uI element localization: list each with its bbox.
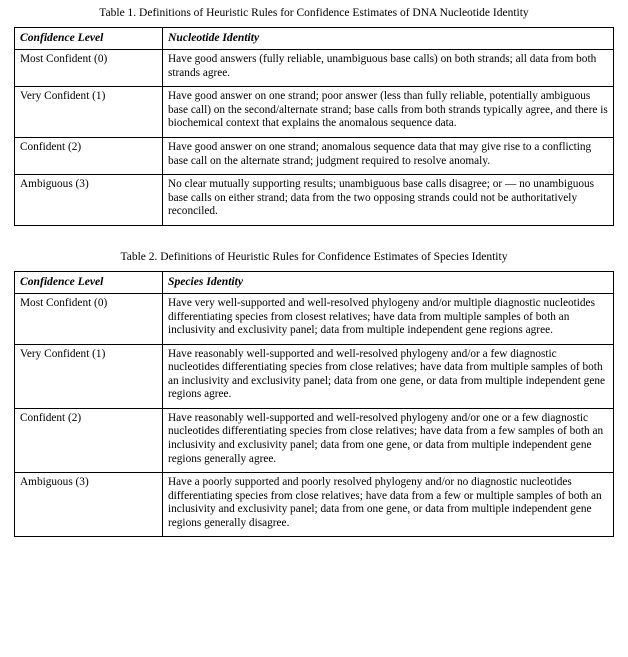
table1-caption: Table 1. Definitions of Heuristic Rules for Confidence Estimates of DNA Nucleotide Identity [99, 7, 529, 19]
table-1-heuristic-rules-nucleotide-identity [14, 27, 614, 225]
table-header-row [15, 272, 614, 294]
table-row [15, 50, 614, 87]
table2-body [15, 294, 614, 537]
table2-caption: Table 2. Definitions of Heuristic Rules for Confidence Estimates of Species Identity [120, 250, 508, 263]
table-row [15, 294, 614, 345]
table2-row1-definition: Have reasonably well-supported and well-resolved phylogeny and/or a few diagnostic nucleotides differentiating species from close relatives; have data from multiple samples of both an inclusivity and exclusivity panel; data from one gene, or data from multiple independent gene regions agree. [163, 344, 614, 408]
table2-header-species-identity: Species Identity [163, 272, 614, 294]
table1-row1-definition: Have good answer on one strand; poor answer (less than fully reliable, potentially ambiguous base call) on the second/alternate strand; base calls from both strands typically agree, and there is biochemical context that explains the anomalous sequence data. [163, 87, 614, 138]
table1-row3-definition: No clear mutually supporting results; unambiguous base calls disagree; or — no unambiguous base calls on either strand; data from the two opposing strands could not be authoritatively reconciled. [163, 175, 614, 226]
table2-row2-level: Confident (2) [15, 408, 163, 472]
table1-row2-level: Confident (2) [15, 138, 163, 175]
table1-body [15, 50, 614, 225]
table-2-heuristic-rules-species-identity [14, 271, 614, 537]
table1-row3-level: Ambiguous (3) [15, 175, 163, 226]
table2-row3-level: Ambiguous (3) [15, 473, 163, 537]
table2-row0-definition: Have very well-supported and well-resolved phylogeny and/or multiple diagnostic nucleotides differentiating species from closest relatives; have data from multiple samples of both an inclusivity and exclusivity panel; data from multiple independent gene regions agree. [163, 294, 614, 345]
table2-row1-level: Very Confident (1) [15, 344, 163, 408]
table1-header-nucleotide-identity: Nucleotide Identity [163, 28, 614, 50]
table-row [15, 344, 614, 408]
table1-row0-definition: Have good answers (fully reliable, unambiguous base calls) on both strands; all data from both strands agree. [163, 50, 614, 87]
table1-row1-level: Very Confident (1) [15, 87, 163, 138]
table-row [15, 87, 614, 138]
table1-row2-definition: Have good answer on one strand; anomalous sequence data that may give rise to a conflicting base call on the alternate strand; judgment required to resolve anomaly. [163, 138, 614, 175]
table1-header [15, 28, 614, 50]
table-row [15, 175, 614, 226]
table2-header [15, 272, 614, 294]
table-row [15, 408, 614, 472]
table2-row2-definition: Have reasonably well-supported and well-resolved phylogeny and/or one or a few diagnostic nucleotides differentiating species from close relatives; have data from a few samples of both an inclusivity and exclusivity panel; data from one gene, or data from multiple independent gene regions generally agree. [163, 408, 614, 472]
table1-header-confidence-level: Confidence Level [15, 28, 163, 50]
table2-row3-definition: Have a poorly supported and poorly resolved phylogeny and/or no diagnostic nucleotides differentiating species from close relatives; have data from a few or multiple samples of both an inclusivity and exclusivity panel; data from one gene, or data from multiple independent gene regions generally disagree. [163, 473, 614, 537]
table-row [15, 473, 614, 537]
table2-row0-level: Most Confident (0) [15, 294, 163, 345]
table-header-row [15, 28, 614, 50]
table1-row0-level: Most Confident (0) [15, 50, 163, 87]
table2-header-confidence-level: Confidence Level [15, 272, 163, 294]
table-spacer [14, 226, 614, 250]
table-row [15, 138, 614, 175]
